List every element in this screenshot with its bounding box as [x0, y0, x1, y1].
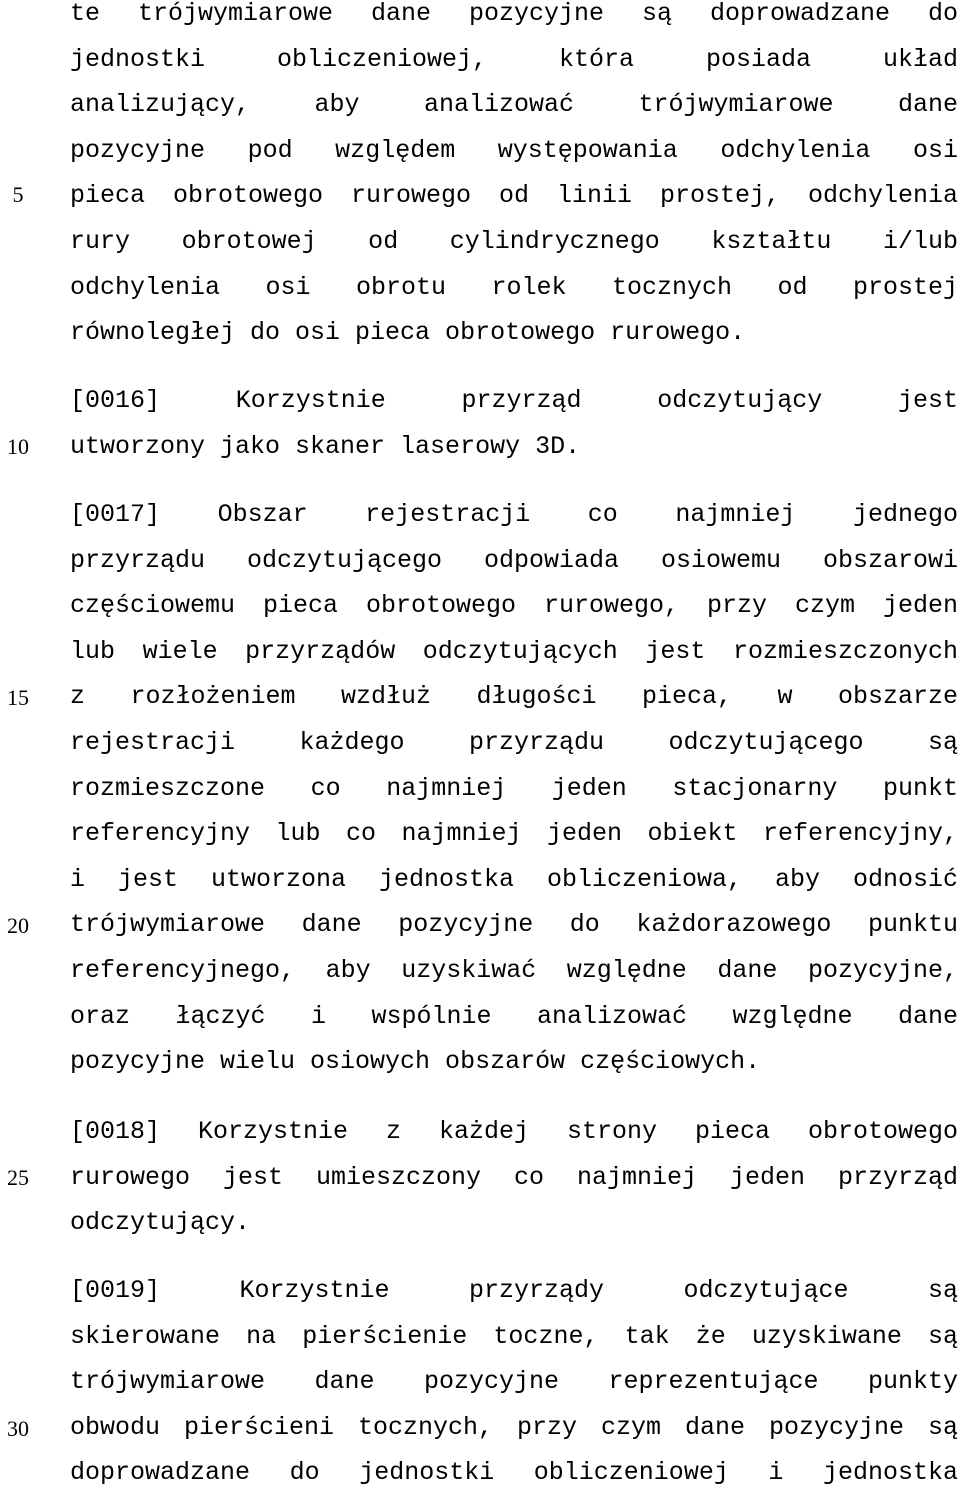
- text-line: z rozłożeniem wzdłuż długości pieca, w obszarze: [70, 682, 958, 712]
- line-number-5: 5: [12, 182, 24, 207]
- text-line: pozycyjne wielu osiowych obszarów częściowych.: [70, 1047, 761, 1077]
- text-line: [0018] Korzystnie z każdej strony pieca obrotowego: [70, 1117, 958, 1146]
- text-line: analizujący, aby analizować trójwymiarowe dane: [70, 90, 958, 120]
- text-line: obwodu pierścieni tocznych, przy czym dane pozycyjne są: [70, 1412, 958, 1442]
- line-number-30: 30: [7, 1416, 29, 1441]
- text-line: przyrządu odczytującego odpowiada osiowemu obszarowi: [70, 545, 958, 575]
- text-line: odczytujący.: [70, 1208, 251, 1238]
- text-line: równoległej do osi pieca obrotowego rurowego.: [70, 318, 746, 348]
- text-line: trójwymiarowe dane pozycyjne do każdorazowego punktu: [70, 910, 958, 940]
- text-line: skierowane na pierścienie toczne, tak że uzyskiwane są: [70, 1321, 958, 1351]
- text-line: lub wiele przyrządów odczytujących jest rozmieszczonych: [70, 636, 958, 666]
- paragraph-0019: [70, 1268, 958, 1496]
- paragraph-continuation: [70, 0, 958, 356]
- text-line: [0017] Obszar rejestracji co najmniej jednego: [70, 500, 958, 529]
- text-line: rozmieszczone co najmniej jeden stacjonarny punkt: [70, 773, 958, 803]
- text-line: referencyjny lub co najmniej jeden obiekt referencyjny,: [70, 819, 958, 849]
- text-line: doprowadzane do jednostki obliczeniowej i jednostka: [70, 1458, 958, 1488]
- text-line: i jest utworzona jednostka obliczeniowa, aby odnosić: [70, 864, 958, 894]
- text-line: rury obrotowej od cylindrycznego kształtu i/lub: [70, 226, 958, 256]
- line-number-25: 25: [7, 1165, 29, 1190]
- paragraph-0017: [70, 492, 958, 1085]
- paragraph-0016: [70, 378, 958, 469]
- text-line: utworzony jako skaner laserowy 3D.: [70, 431, 581, 461]
- line-number-10: 10: [7, 434, 29, 459]
- line-number-20: 20: [7, 913, 29, 938]
- text-line: [0016] Korzystnie przyrząd odczytujący jest: [70, 386, 958, 415]
- text-line: odchylenia osi obrotu rolek tocznych od prostej: [70, 272, 958, 302]
- text-line: oraz łączyć i wspólnie analizować względne dane: [70, 1001, 958, 1031]
- text-line: rurowego jest umieszczony co najmniej jeden przyrząd: [70, 1162, 958, 1192]
- text-line: pieca obrotowego rurowego od linii prostej, odchylenia: [70, 181, 958, 211]
- text-line: rejestracji każdego przyrządu odczytującego są: [70, 727, 958, 757]
- text-line: referencyjnego, aby uzyskiwać względne dane pozycyjne,: [70, 955, 958, 985]
- text-line: te trójwymiarowe dane pozycyjne są doprowadzane do: [70, 0, 958, 28]
- line-number-15: 15: [7, 685, 29, 710]
- text-line: [0019] Korzystnie przyrządy odczytujące są: [70, 1276, 958, 1305]
- paragraph-0018: [70, 1109, 958, 1246]
- text-line: częściowemu pieca obrotowego rurowego, przy czym jeden: [70, 591, 958, 621]
- text-line: pozycyjne pod względem występowania odchylenia osi: [70, 135, 958, 165]
- text-line: jednostki obliczeniowej, która posiada układ: [70, 44, 958, 74]
- text-line: trójwymiarowe dane pozycyjne reprezentujące punkty: [70, 1367, 958, 1397]
